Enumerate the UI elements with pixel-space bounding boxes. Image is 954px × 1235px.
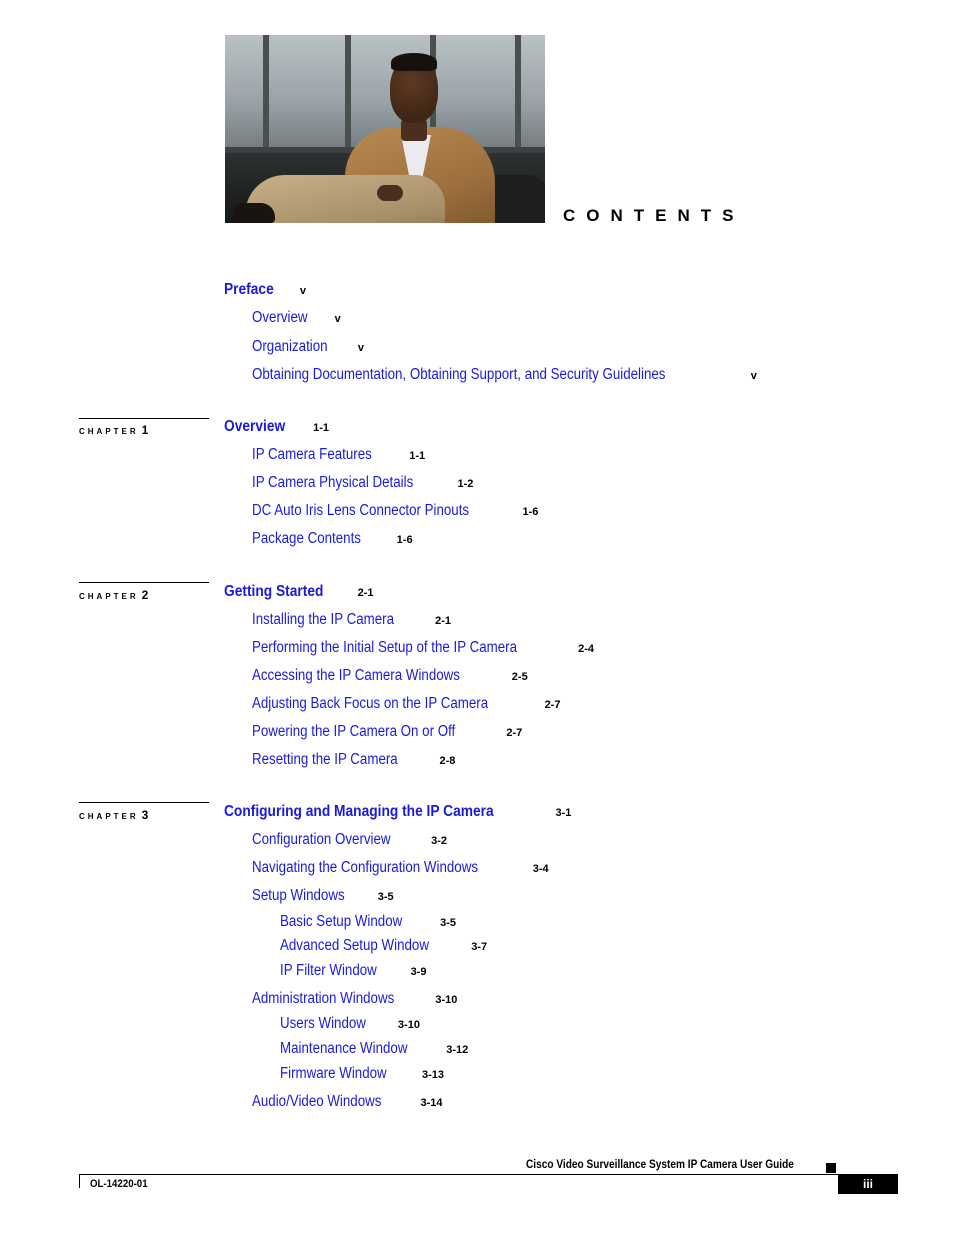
toc-entry-page: 2-1 <box>357 587 374 599</box>
toc-entry-preface[interactable] <box>224 282 306 298</box>
toc-entry-title[interactable]: Configuration Overview <box>252 831 391 848</box>
footer-tick <box>79 1174 80 1188</box>
toc-entry[interactable] <box>252 860 549 876</box>
toc-entry-chapter-3[interactable] <box>224 804 571 820</box>
toc-entry-page: 2-1 <box>435 615 452 627</box>
footer-rule <box>79 1174 839 1175</box>
toc-entry[interactable] <box>252 367 757 383</box>
toc-entry-page: 1-2 <box>457 478 474 490</box>
toc-entry-title[interactable]: Getting Started <box>224 583 324 600</box>
toc-entry-title[interactable]: Configuring and Managing the IP Camera <box>224 803 494 820</box>
footer-guide-title: Cisco Video Surveillance System IP Camera User Guide <box>526 1159 794 1171</box>
toc-entry[interactable] <box>252 531 413 547</box>
chapter-label <box>79 806 148 824</box>
toc-entry-title[interactable]: IP Camera Physical Details <box>252 474 414 491</box>
toc-subentry[interactable] <box>280 938 487 954</box>
toc-entry[interactable] <box>252 668 528 684</box>
cover-photo <box>225 35 545 223</box>
toc-entry[interactable] <box>252 640 594 656</box>
toc-entry-title[interactable]: Performing the Initial Setup of the IP Camera <box>252 639 518 656</box>
toc-entry-title[interactable]: Advanced Setup Window <box>280 937 429 954</box>
toc-entry-title[interactable]: Package Contents <box>252 530 361 547</box>
toc-subentry[interactable] <box>280 1066 444 1082</box>
toc-entry[interactable] <box>252 991 457 1007</box>
toc-entry-title[interactable]: Navigating the Configuration Windows <box>252 859 478 876</box>
toc-entry-page: 3-9 <box>410 966 427 978</box>
toc-entry-title[interactable]: Organization <box>252 338 328 355</box>
toc-entry[interactable] <box>252 447 425 463</box>
page-number: iii <box>838 1174 898 1194</box>
toc-entry-page: 3-7 <box>471 941 488 953</box>
toc-entry[interactable] <box>252 612 451 628</box>
toc-entry-page: 3-10 <box>397 1019 420 1031</box>
toc-entry-title[interactable]: Basic Setup Window <box>280 913 403 930</box>
toc-entry-page: 2-7 <box>506 727 523 739</box>
chapter-number: 3 <box>141 808 149 822</box>
footer-doc-number: OL-14220-01 <box>90 1178 148 1190</box>
toc-entry-title[interactable]: Maintenance Window <box>280 1040 408 1057</box>
toc-entry-title[interactable]: Administration Windows <box>252 990 395 1007</box>
toc-entry-title[interactable]: Audio/Video Windows <box>252 1093 382 1110</box>
chapter-rule <box>79 418 209 419</box>
toc-entry-page: v <box>357 342 365 354</box>
toc-entry[interactable] <box>252 503 538 519</box>
toc-entry-page: 3-5 <box>440 917 457 929</box>
toc-entry-page: v <box>334 313 341 325</box>
toc-subentry[interactable] <box>280 1016 420 1032</box>
toc-entry-title[interactable]: Adjusting Back Focus on the IP Camera <box>252 695 489 712</box>
toc-subentry[interactable] <box>280 963 426 979</box>
toc-entry[interactable] <box>252 724 522 740</box>
chapter-number: 1 <box>141 423 149 437</box>
toc-entry-page: 1-1 <box>313 422 330 434</box>
toc-entry-title[interactable]: Setup Windows <box>252 887 345 904</box>
chapter-label <box>79 586 148 604</box>
toc-entry-title[interactable]: Overview <box>224 418 286 435</box>
toc-entry-title[interactable]: Firmware Window <box>280 1065 387 1082</box>
toc-entry-page: 3-10 <box>435 994 458 1006</box>
toc-entry-title[interactable]: Overview <box>252 309 308 326</box>
toc-entry-title[interactable]: Installing the IP Camera <box>252 611 395 628</box>
toc-entry[interactable] <box>252 310 341 326</box>
toc-entry-title[interactable]: DC Auto Iris Lens Connector Pinouts <box>252 502 470 519</box>
toc-entry[interactable] <box>252 888 394 904</box>
toc-entry-page: 3-5 <box>377 891 394 903</box>
toc-entry-page: v <box>750 370 757 382</box>
toc-entry-title[interactable]: Powering the IP Camera On or Off <box>252 723 456 740</box>
chapter-number: 2 <box>141 588 149 602</box>
toc-entry-title[interactable]: IP Filter Window <box>280 962 377 979</box>
toc-entry[interactable] <box>252 339 364 355</box>
toc-entry-page: 2-5 <box>511 671 528 683</box>
toc-entry[interactable] <box>252 752 455 768</box>
toc-entry-chapter-2[interactable] <box>224 584 373 600</box>
toc-entry-page: 3-14 <box>420 1097 443 1109</box>
chapter-word: CHAPTER <box>79 592 139 601</box>
toc-entry-title[interactable]: Preface <box>224 281 274 298</box>
toc-entry[interactable] <box>252 832 447 848</box>
toc-entry-title[interactable]: Obtaining Documentation, Obtaining Support, and Security Guidelines <box>252 366 666 383</box>
toc-entry-page: 1-1 <box>409 450 426 462</box>
toc-entry-page: 3-13 <box>422 1069 445 1081</box>
toc-entry[interactable] <box>252 696 560 712</box>
toc-subentry[interactable] <box>280 1041 468 1057</box>
toc-entry-page: 1-6 <box>396 534 413 546</box>
toc-entry-page: 1-6 <box>522 506 539 518</box>
chapter-word: CHAPTER <box>79 427 139 436</box>
toc-entry-title[interactable]: Users Window <box>280 1015 366 1032</box>
page-title: CONTENTS <box>563 206 745 225</box>
toc-entry-title[interactable]: Resetting the IP Camera <box>252 751 398 768</box>
chapter-word: CHAPTER <box>79 812 139 821</box>
toc-subentry[interactable] <box>280 914 456 930</box>
footer-square-mark <box>826 1163 836 1173</box>
chapter-rule <box>79 582 209 583</box>
toc-entry-title[interactable]: Accessing the IP Camera Windows <box>252 667 460 684</box>
toc-entry-page: v <box>299 285 306 297</box>
toc-entry-page: 2-4 <box>578 643 595 655</box>
toc-entry-page: 3-1 <box>555 807 572 819</box>
toc-entry-page: 3-4 <box>532 863 549 875</box>
toc-entry-page: 2-7 <box>544 699 561 711</box>
chapter-label <box>79 421 148 439</box>
toc-entry-title[interactable]: IP Camera Features <box>252 446 372 463</box>
toc-entry-page: 2-8 <box>439 755 456 767</box>
chapter-rule <box>79 802 209 803</box>
toc-entry-chapter-1[interactable] <box>224 419 329 435</box>
toc-entry-page: 3-12 <box>446 1044 469 1056</box>
toc-entry-page: 3-2 <box>431 835 448 847</box>
toc-entry[interactable] <box>252 1094 443 1110</box>
toc-entry[interactable] <box>252 475 473 491</box>
